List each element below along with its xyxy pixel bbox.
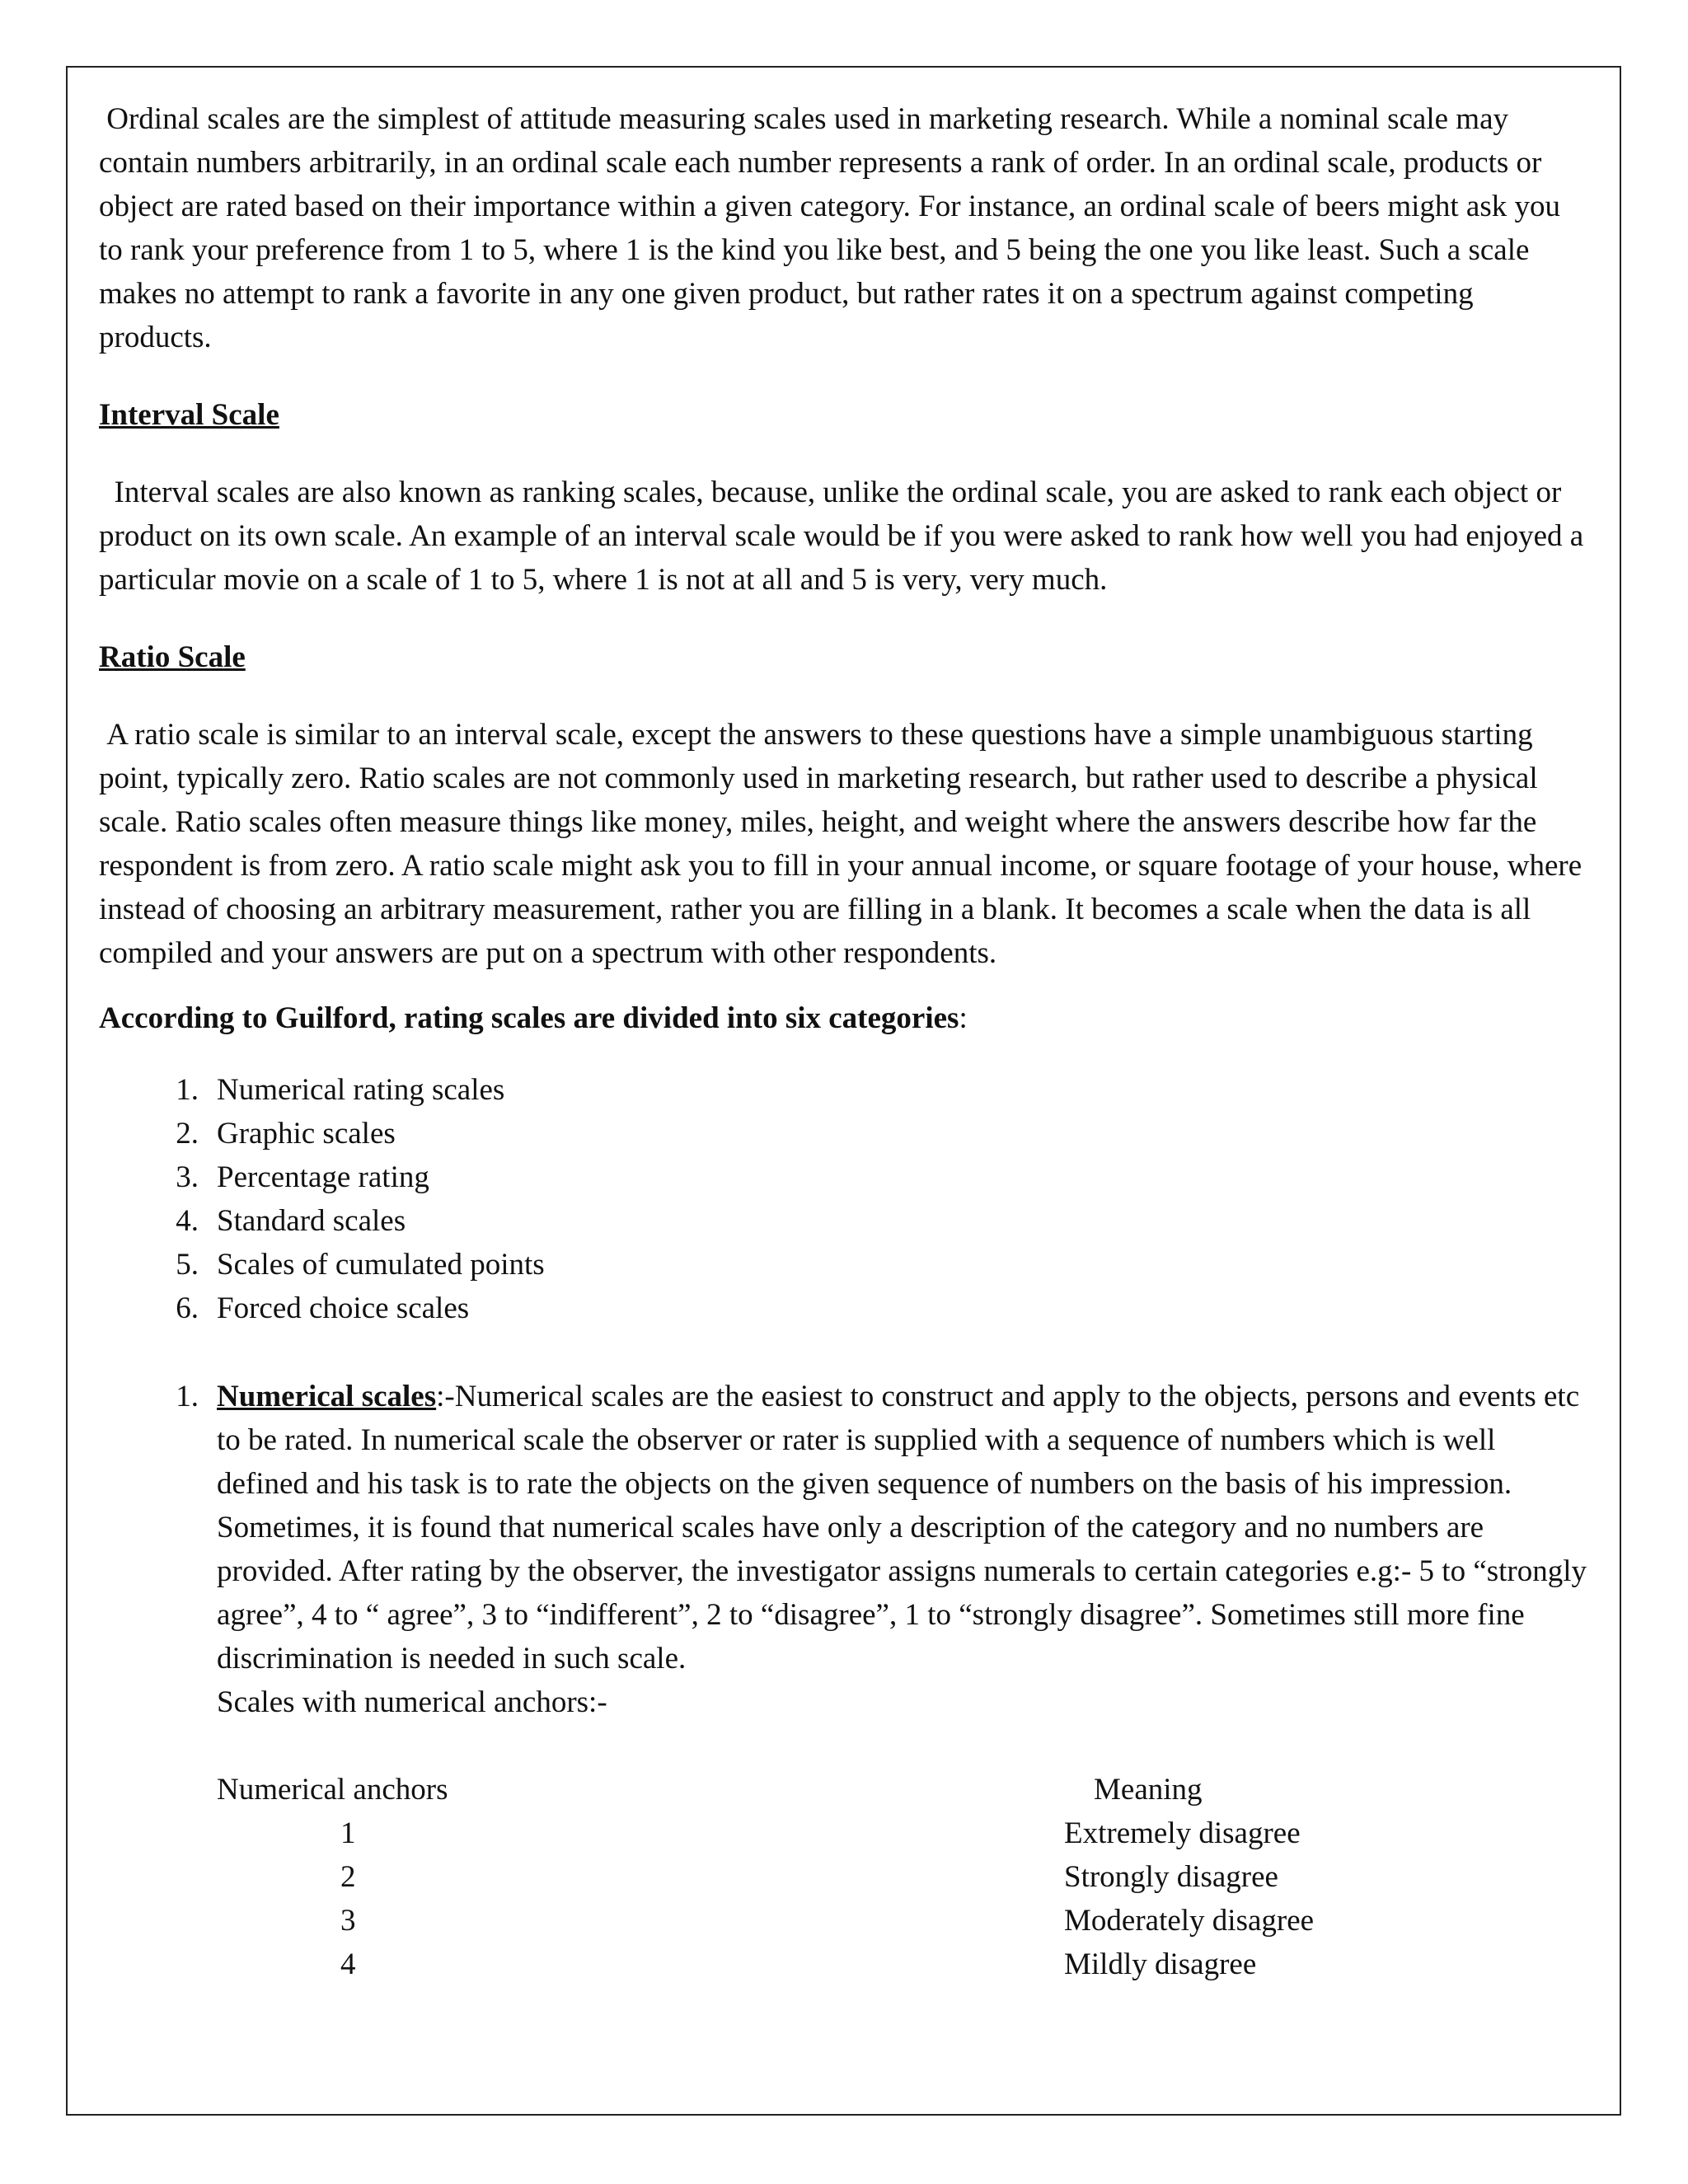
list-item (99, 1199, 1591, 1243)
list-item-text: Standard scales (217, 1204, 406, 1238)
guilford-intro-colon: : (959, 1001, 968, 1035)
anchor-table (217, 1768, 1591, 1986)
header-anchor: Numerical anchors (217, 1773, 448, 1807)
table-row (217, 1811, 1591, 1855)
numerical-scales-title: Numerical scales (217, 1380, 437, 1413)
anchor-meaning: Mildly disagree (1064, 1947, 1257, 1981)
guilford-intro-bold: According to Guilford, rating scales are divided into six categories (99, 1001, 959, 1035)
anchor-table-header (217, 1768, 1591, 1811)
interval-paragraph: Interval scales are also known as ranking scales, because, unlike the ordinal scale, you are asked to rank each object or product on its own scale. An example of an interval scale would be if you were asked to rank how well you had enjoyed a particular movie on a scale of 1 to 5, where 1 is not at all and 5 is very, very much. (99, 476, 1592, 597)
table-row (217, 1855, 1591, 1899)
list-item (99, 1286, 1591, 1330)
list-item-number: 2. (176, 1117, 199, 1151)
list-item-text: Graphic scales (217, 1117, 396, 1151)
header-meaning: Meaning (1094, 1773, 1203, 1807)
anchor-meaning: Strongly disagree (1064, 1860, 1278, 1894)
list-item-number: 3. (176, 1160, 199, 1194)
anchors-intro: Scales with numerical anchors:- (217, 1685, 607, 1719)
list-item-number: 6. (176, 1291, 199, 1325)
ratio-heading: Ratio Scale (99, 640, 246, 674)
category-list (99, 1068, 1591, 1330)
list-item-text: Forced choice scales (217, 1291, 470, 1325)
list-item (99, 1068, 1591, 1112)
interval-heading: Interval Scale (99, 398, 279, 432)
document-content (99, 97, 1591, 1986)
list-item-number: 5. (176, 1248, 199, 1282)
numerical-scales-section (99, 1375, 1591, 1986)
list-item-text: Numerical rating scales (217, 1073, 505, 1107)
guilford-intro (99, 996, 1591, 1040)
anchor-value: 3 (340, 1904, 356, 1938)
numerical-scales-body (217, 1375, 1591, 1986)
ratio-paragraph: A ratio scale is similar to an interval scale, except the answers to these questions have a simple unambiguous starting point, typically zero. Ratio scales are not commonly used in marketing research, but rather used to describe a physical scale. Ratio scales often measure things like money, miles, height, and weight where the answers describe how far the respondent is from zero. A ratio scale might ask you to fill in your annual income, or square footage of your house, where instead of choosing an arbitrary measurement, rather you are filling in a blank. It becomes a scale when the data is all compiled and your answers are put on a spectrum with other respondents. (99, 718, 1590, 970)
ordinal-paragraph: Ordinal scales are the simplest of attitude measuring scales used in marketing research. While a nominal scale may contain numbers arbitrarily, in an ordinal scale each number represents a rank of order. In an ordinal scale, products or object are rated based on their importance within a given category. For instance, an ordinal scale of beers might ask you to rank your preference from 1 to 5, where 1 is the kind you like best, and 5 being the one you like least. Such a scale makes no attempt to rank a favorite in any one given product, but rather rates it on a spectrum against competing products. (99, 102, 1568, 354)
list-item-text: Percentage rating (217, 1160, 429, 1194)
list-item-text: Scales of cumulated points (217, 1248, 545, 1282)
numerical-scales-text: :-Numerical scales are the easiest to construct and apply to the objects, persons and events etc to be rated. In numerical scale the observer or rater is supplied with a sequence of numbers which is well defined and his task is to rate the objects on the given sequence of numbers on the basis of his impression. Sometimes, it is found that numerical scales have only a description of the category and no numbers are provided. After rating by the observer, the investigator assigns numerals to certain categories e.g:- 5 to “strongly agree”, 4 to “ agree”, 3 to “indifferent”, 2 to “disagree”, 1 to “strongly disagree”. Sometimes still more fine discrimination is needed in such scale. (217, 1380, 1587, 1675)
anchor-value: 4 (340, 1947, 356, 1981)
list-item (99, 1112, 1591, 1155)
anchor-meaning: Extremely disagree (1064, 1816, 1301, 1850)
anchor-value: 1 (340, 1816, 356, 1850)
list-item (99, 1155, 1591, 1199)
table-row (217, 1899, 1591, 1943)
list-item (99, 1243, 1591, 1286)
numerical-scales-paragraph (217, 1375, 1591, 1680)
list-item-number: 1. (176, 1073, 199, 1107)
anchor-meaning: Moderately disagree (1064, 1904, 1315, 1938)
section-number: 1. (176, 1380, 199, 1413)
anchor-value: 2 (340, 1860, 356, 1894)
table-row (217, 1943, 1591, 1986)
list-item-number: 4. (176, 1204, 199, 1238)
